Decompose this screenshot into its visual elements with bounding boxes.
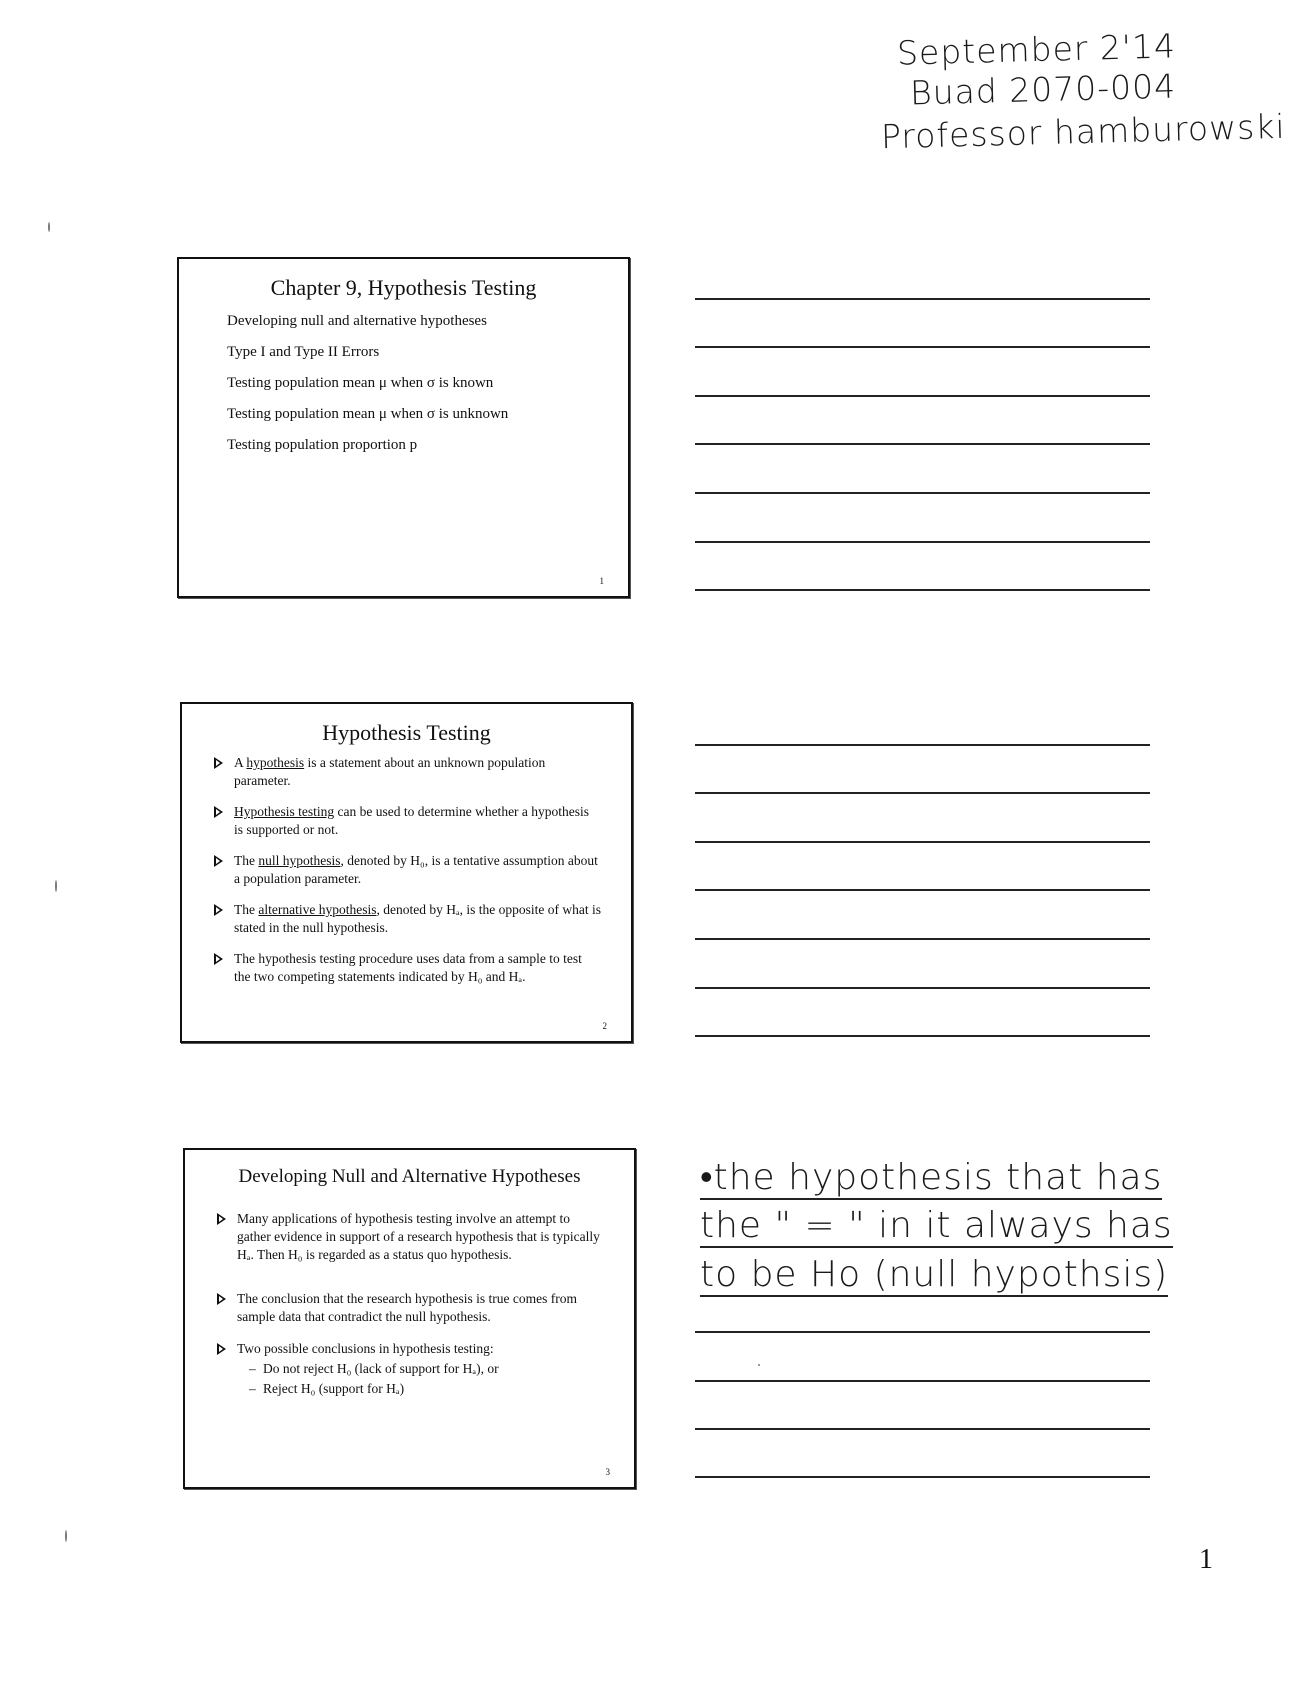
handwritten-note-line-2: the " = " in it always has (700, 1205, 1173, 1246)
header-note-date: September 2'14 (896, 26, 1177, 73)
note-line (695, 1331, 1150, 1333)
sub-item-reject: – Reject H₀ (support for Hₐ) (249, 1380, 604, 1398)
triangle-bullet-icon (217, 1343, 226, 1355)
note-lines-2 (695, 744, 1150, 1044)
note-line (695, 346, 1150, 348)
slide-3-bullets (185, 1210, 634, 1398)
note-line (695, 1380, 1150, 1382)
note-line (695, 492, 1150, 494)
triangle-bullet-icon (214, 953, 223, 965)
slide-2-number: 2 (602, 1021, 607, 1031)
slide-3-number: 3 (605, 1467, 610, 1477)
note-line (695, 1428, 1150, 1430)
triangle-bullet-icon (217, 1293, 226, 1305)
note-line (695, 1476, 1150, 1478)
slide-1-topic-list (179, 313, 628, 454)
note-line (695, 541, 1150, 543)
note-line (695, 589, 1150, 591)
note-line (695, 298, 1150, 300)
slide-2-bullets (182, 754, 631, 986)
bullet-testing-procedure: The hypothesis testing procedure uses data from a sample to test the two competing statements indicated by H₀ and Hₐ. (214, 950, 601, 986)
triangle-bullet-icon (214, 904, 223, 916)
bullet-hypothesis-definition: A hypothesis is a statement about an unknown population parameter. (214, 754, 601, 790)
scan-speck (48, 222, 50, 232)
note-line (695, 395, 1150, 397)
bullet-hypothesis-testing: Hypothesis testing can be used to determine whether a hypothesis is supported or not. (214, 803, 601, 839)
topic-item: Type I and Type II Errors (227, 344, 380, 360)
handwritten-note-line-1: •the hypothesis that has (700, 1157, 1163, 1198)
handwritten-note-line-3: to be Ho (null hypothsis) (700, 1254, 1169, 1295)
page-number: 1 (1199, 1544, 1213, 1575)
scan-speck (65, 1530, 67, 1542)
triangle-bullet-icon (214, 855, 223, 867)
slide-2 (180, 702, 633, 1043)
slide-1-number: 1 (599, 576, 604, 586)
slide-1-title: Chapter 9, Hypothesis Testing (270, 275, 537, 300)
scan-speck (55, 880, 57, 892)
bullet-conclusion: The conclusion that the research hypothesis is true comes from sample data that contradict the null hypothesis. (217, 1290, 604, 1326)
note-lines-1 (695, 298, 1150, 598)
conclusion-sub-list (237, 1360, 604, 1398)
note-line (695, 1035, 1150, 1037)
slide-3 (183, 1148, 636, 1489)
bullet-two-conclusions: Two possible conclusions in hypothesis testing: – Do not reject H₀ (lack of support for Hₐ), or – Reject H₀ (support for Hₐ) (217, 1340, 604, 1398)
note-line (695, 792, 1150, 794)
note-line (695, 744, 1150, 746)
bullet-alternative-hypothesis: The alternative hypothesis, denoted by Hₐ, is the opposite of what is stated in the null hypothesis. (214, 901, 601, 937)
note-line (695, 841, 1150, 843)
sub-item-do-not-reject: – Do not reject H₀ (lack of support for Hₐ), or (249, 1360, 604, 1378)
note-line (695, 889, 1150, 891)
bullet-null-hypothesis: The null hypothesis, denoted by H₀, is a tentative assumption about a population parameter. (214, 852, 601, 888)
header-note-course: Buad 2070-004 (909, 66, 1177, 113)
note-line (695, 443, 1150, 445)
note-line (695, 938, 1150, 940)
slide-2-title: Hypothesis Testing (322, 720, 491, 745)
note-line (695, 987, 1150, 989)
topic-item: Testing population proportion p (227, 437, 418, 453)
topic-item: Testing population mean μ when σ is known (227, 375, 494, 391)
triangle-bullet-icon (217, 1213, 226, 1225)
topic-item: Developing null and alternative hypotheses (227, 313, 487, 329)
slide-1 (177, 257, 630, 598)
triangle-bullet-icon (214, 757, 223, 769)
topic-item: Testing population mean μ when σ is unknown (227, 406, 509, 422)
scan-speck (758, 1364, 760, 1366)
header-note-professor: Professor hamburowski (881, 106, 1287, 157)
bullet-research-hypothesis: Many applications of hypothesis testing involve an attempt to gather evidence in support of a research hypothesis that is typically Hₐ. Then H₀ is regarded as a status quo hypothesis. (217, 1210, 604, 1264)
note-lines-3 (695, 1331, 1150, 1491)
triangle-bullet-icon (214, 806, 223, 818)
slide-3-title: Developing Null and Alternative Hypotheses (238, 1166, 581, 1187)
